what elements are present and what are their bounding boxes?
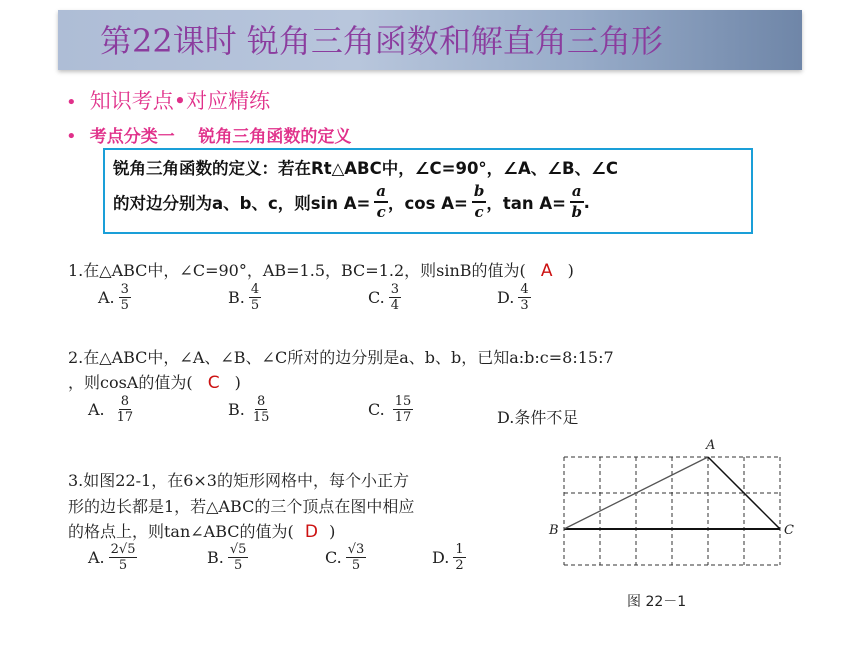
numerator: 1 xyxy=(455,542,464,557)
bullet-category-label: 考点分类一 锐角三角函数的定义 xyxy=(89,127,352,147)
q1-option-b[interactable] xyxy=(228,282,261,313)
cos-numerator: b xyxy=(472,182,487,203)
bullet-category xyxy=(66,122,351,147)
option-label: A. xyxy=(88,400,105,419)
denominator: 2 xyxy=(455,558,464,573)
question-2-line-2 xyxy=(68,370,241,393)
option-fraction xyxy=(249,282,261,313)
q2-option-a[interactable] xyxy=(88,394,133,425)
bullet-dot: • xyxy=(66,126,77,147)
question-1-text: 1.在△ABC中，∠C=90°，AB=1.5，BC=1.2，则sinB的值为( xyxy=(68,261,526,280)
q3-option-b[interactable] xyxy=(207,542,248,573)
denominator: 5 xyxy=(233,558,243,573)
question-1 xyxy=(68,258,574,281)
cos-denominator: c xyxy=(474,203,484,221)
question-2-text: ，则cosA的值为( xyxy=(68,373,193,392)
definition-cos-label: ，cos A= xyxy=(388,194,468,213)
tan-denominator: b xyxy=(571,203,583,221)
option-label: B. xyxy=(228,400,245,419)
option-fraction xyxy=(453,542,465,573)
definition-end: . xyxy=(583,192,590,212)
denominator: 3 xyxy=(520,298,529,313)
grid-dashed-lines xyxy=(564,457,780,565)
bullet-knowledge-label: 知识考点•对应精练 xyxy=(89,89,271,113)
q1-option-c[interactable] xyxy=(368,282,401,313)
bullet-dot: • xyxy=(66,92,77,113)
denominator: 4 xyxy=(390,298,400,313)
option-fraction xyxy=(253,394,270,425)
option-label: B. xyxy=(207,548,224,567)
denominator: 5 xyxy=(120,298,129,313)
numerator: 8 xyxy=(256,394,266,409)
question-2-line-1: 2.在△ABC中，∠A、∠B、∠C所对的边分别是a、b、b，已知a:b:c=8:15:7 xyxy=(68,348,614,367)
option-fraction xyxy=(119,282,131,313)
denominator: 17 xyxy=(394,410,412,425)
numerator: 2√5 xyxy=(110,542,136,557)
vertex-a-label: A xyxy=(706,438,716,453)
figure-caption: 图 22－1 xyxy=(627,594,687,610)
option-label: C. xyxy=(368,288,385,307)
question-2-answer: C xyxy=(207,373,220,393)
definition-line-2 xyxy=(113,182,590,222)
option-label: A. xyxy=(98,288,115,307)
option-label: B. xyxy=(228,288,245,307)
option-label: C. xyxy=(368,400,385,419)
option-fraction xyxy=(117,394,134,425)
q3-option-a[interactable] xyxy=(88,542,137,573)
question-1-close: ) xyxy=(567,261,574,280)
question-2-close: ) xyxy=(234,373,241,392)
option-fraction xyxy=(109,542,138,573)
q1-option-d[interactable] xyxy=(497,282,531,313)
denominator: 5 xyxy=(351,558,361,573)
definition-line-1: 锐角三角函数的定义：若在Rt△ABC中，∠C=90°，∠A、∠B、∠C xyxy=(113,159,619,178)
question-3-text: 的格点上，则tan∠ABC的值为( xyxy=(68,522,294,541)
numerator: 15 xyxy=(394,394,412,409)
q3-option-c[interactable] xyxy=(325,542,366,573)
q2-option-d[interactable]: D.条件不足 xyxy=(497,408,579,427)
question-3-close: ) xyxy=(329,522,336,541)
vertex-b-label: B xyxy=(549,523,559,538)
option-fraction xyxy=(389,282,401,313)
numerator: 8 xyxy=(120,394,130,409)
question-3-line-1: 3.如图22-1，在6×3的矩形网格中，每个小正方 xyxy=(68,471,409,490)
page-title: 第22课时 锐角三角函数和解直角三角形 xyxy=(100,22,663,60)
tan-numerator: a xyxy=(570,182,584,203)
numerator: 3 xyxy=(390,282,400,297)
denominator: 15 xyxy=(252,410,270,425)
bullet-knowledge xyxy=(66,85,270,115)
grid-figure xyxy=(540,432,800,582)
option-label: A. xyxy=(88,548,105,567)
numerator: √5 xyxy=(229,542,247,557)
question-3-line-3 xyxy=(68,519,335,542)
option-label: D. xyxy=(497,288,515,307)
option-label: D. xyxy=(432,548,450,567)
tan-fraction xyxy=(570,182,584,222)
definition-sin-prefix: 的对边分别为a、b、c，则sin A= xyxy=(113,194,371,213)
q3-option-d[interactable] xyxy=(432,542,466,573)
definition-tan-label: ，tan A= xyxy=(486,194,566,213)
question-3-answer: D xyxy=(304,522,318,542)
option-fraction xyxy=(393,394,414,425)
numerator: √3 xyxy=(347,542,365,557)
denominator: 17 xyxy=(116,410,134,425)
cos-fraction xyxy=(472,182,487,222)
definition-box xyxy=(103,148,753,234)
q2-option-b[interactable] xyxy=(228,394,269,425)
q1-option-a[interactable] xyxy=(98,282,131,313)
option-fraction xyxy=(346,542,367,573)
denominator: 5 xyxy=(118,558,128,573)
option-label: C. xyxy=(325,548,342,567)
numerator: 4 xyxy=(520,282,529,297)
option-fraction xyxy=(228,542,249,573)
q2-option-c[interactable] xyxy=(368,394,413,425)
numerator: 3 xyxy=(120,282,129,297)
denominator: 5 xyxy=(250,298,260,313)
question-3-line-2: 形的边长都是1，若△ABC的三个顶点在图中相应 xyxy=(68,497,415,516)
sin-denominator: c xyxy=(376,203,386,221)
numerator: 4 xyxy=(250,282,260,297)
vertex-c-label: C xyxy=(784,523,794,538)
question-1-answer: A xyxy=(540,261,553,281)
sin-fraction xyxy=(374,182,388,222)
option-fraction xyxy=(518,282,530,313)
sin-numerator: a xyxy=(374,182,388,203)
